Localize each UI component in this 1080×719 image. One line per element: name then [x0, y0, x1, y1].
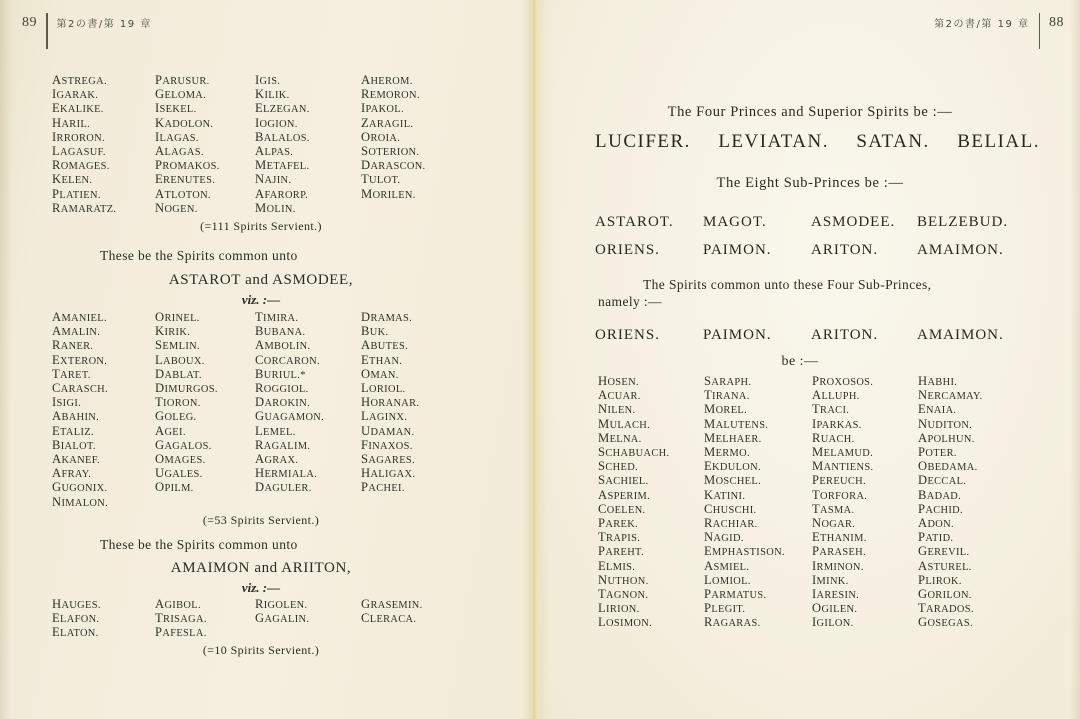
spirit-name: MELAMUD. [812, 445, 874, 460]
spirit-name: AMAIMON. [917, 327, 1004, 343]
spirit-name: CHUSCHI. [704, 501, 757, 516]
spirit-name: LIRION. [598, 601, 640, 616]
spirit-name: UGALES. [155, 466, 203, 481]
spirit-name: ISEKEL. [155, 101, 197, 116]
spirit-name: NUTHON. [598, 572, 649, 587]
spirit-name: RACHIAR. [704, 516, 758, 531]
caption-10-servient: (=10 Spirits Servient.) [202, 643, 320, 658]
spirit-name: KELEN. [52, 172, 93, 187]
spirit-name: MELNA. [598, 430, 642, 445]
spirit-name: HORANAR. [361, 395, 420, 410]
spirit-name: DARASCON. [361, 158, 426, 173]
spirit-name: ASPERIM. [598, 487, 651, 502]
spirit-name: TRAPIS. [598, 530, 641, 545]
four-princes-heading: The Four Princes and Superior Spirits be :— [667, 104, 953, 120]
spirit-list-common [598, 375, 1080, 631]
spirit-name: POTER. [918, 445, 957, 460]
spirit-name: BUBANA. [255, 324, 306, 339]
spirit-name: GELOMA. [155, 87, 207, 102]
spirit-name: AFRAY. [52, 466, 92, 481]
prince-name: SATAN. [856, 131, 930, 152]
spirit-name: HARIL. [52, 115, 91, 130]
spirit-name: RIGOLEN. [255, 596, 308, 611]
spirit-name: KIRIK. [155, 324, 191, 339]
spirit-name: GRASEMIN. [361, 596, 423, 611]
spirit-name: DAROKIN. [255, 395, 310, 410]
spirit-name: KATINI. [704, 487, 746, 502]
right-page-number: 88 [1049, 15, 1064, 30]
spirit-name: RAMARATZ. [52, 200, 117, 215]
spirit-name: MERMO. [704, 445, 750, 460]
spirit-name: OGILEN. [812, 601, 858, 616]
spirit-name: MOLIN. [255, 200, 296, 215]
spirit-list-servient-10 [52, 598, 540, 641]
spirit-name: ASTAROT. [595, 214, 674, 230]
spirit-name: PAIMON. [703, 242, 772, 258]
spirit-name: LORIOL. [361, 381, 406, 396]
spirit-name: PACHEI. [361, 480, 405, 495]
spirit-name: PATID. [918, 530, 954, 545]
spirit-name: DRAMAS. [361, 310, 413, 325]
spirit-name: ATLOTON. [155, 186, 211, 201]
four-princes-row [595, 131, 1040, 153]
spirit-name: LAGASUF. [52, 144, 106, 159]
right-page-header [540, 0, 1080, 44]
spirit-name: DECCAL. [918, 473, 967, 488]
spirit-name: OROIA. [361, 129, 401, 144]
spirit-name: PARASEH. [812, 544, 866, 559]
header-divider-rule [1039, 13, 1041, 49]
spirit-name: ASTUREL. [918, 558, 972, 573]
spirit-name: OMAN. [361, 366, 399, 381]
spirit-name: IARESIN. [812, 587, 860, 602]
spirit-name: GORILON. [918, 587, 972, 602]
spirit-name: BALALOS. [255, 129, 310, 144]
spirit-name: IRMINON. [812, 558, 864, 573]
spirit-name: LAGINX. [361, 409, 408, 424]
spirit-name: IPARKAS. [812, 416, 862, 431]
spirit-name: OPILM. [155, 480, 194, 495]
spirit-name: ADON. [918, 516, 954, 531]
spirit-name: ROGGIOL. [255, 381, 309, 396]
spirit-name: PLATIEN. [52, 186, 101, 201]
spirit-name: HAUGES. [52, 596, 101, 611]
spirit-name: TIMIRA. [255, 310, 299, 325]
spirit-name: ETHANIM. [812, 530, 867, 545]
spirit-name: IGIS. [255, 73, 281, 87]
prince-name: LUCIFER. [595, 131, 691, 152]
spirit-name: ELMIS. [598, 558, 636, 573]
spirit-name: KADOLON. [155, 115, 214, 130]
spirit-name: PAIMON. [703, 327, 772, 343]
be-label: be :— [781, 354, 819, 369]
spirit-name: ENAIA. [918, 402, 957, 417]
spirit-name: LABOUX. [155, 352, 205, 367]
spirit-name: ZARAGIL. [361, 115, 414, 130]
spirit-name: TARET. [52, 366, 91, 381]
spirit-name: GOLEG. [155, 409, 197, 424]
spirit-name: ILAGAS. [155, 129, 199, 144]
spirit-name: LEMEL. [255, 423, 296, 438]
spirit-name: ALLUPH. [812, 388, 860, 403]
spirit-name: PLEGIT. [704, 601, 746, 616]
page-gutter-shadow [521, 0, 551, 719]
spirit-name: ISIGI. [52, 395, 82, 410]
prince-name: LEVIATAN. [718, 131, 829, 152]
spirit-name: ELZEGAN. [255, 101, 310, 116]
spirit-name: PACHID. [918, 501, 963, 516]
spirit-name: IGARAK. [52, 87, 99, 102]
spirit-name: TIRANA. [704, 388, 750, 403]
spirit-name: IOGION. [255, 115, 298, 130]
spirit-name: PROMAKOS. [155, 158, 220, 173]
caption-111-servient: (=111 Spirits Servient.) [200, 219, 322, 234]
left-page-number: 89 [22, 15, 37, 30]
spirit-name: NUDITON. [918, 416, 973, 431]
spirit-name: MORILEN. [361, 186, 416, 201]
title-astarot-asmodee: ASTAROT and ASMODEE, [168, 272, 354, 289]
spirit-name: TRISAGA. [155, 611, 207, 626]
caption-53-servient: (=53 Spirits Servient.) [202, 512, 320, 527]
spirit-name: RANER. [52, 338, 94, 353]
spirit-name [255, 496, 361, 510]
spirit-name [361, 496, 511, 510]
common-spirits-line1: The Spirits common unto these Four Sub-Princes, [643, 277, 932, 292]
spirit-name: TORFORA. [812, 487, 868, 502]
spirit-name: ELAFON. [52, 611, 100, 626]
spirit-name: LOMIOL. [704, 572, 751, 587]
spirit-name: ARITON. [811, 327, 879, 343]
spirit-name: AMBOLIN. [255, 338, 311, 353]
spirit-name: HABHI. [918, 374, 958, 388]
spirit-name: OMAGES. [155, 452, 206, 467]
spirit-name: NAGID. [704, 530, 744, 545]
left-chapter-title: 第2の書/第 19 章 [56, 19, 152, 30]
spirit-name: IGILON. [812, 615, 854, 630]
spirit-name: CLERACA. [361, 611, 417, 626]
spirit-name: EKALIKE. [52, 101, 104, 116]
spirit-name: OBEDAMA. [918, 459, 978, 474]
spirit-name: PEREUCH. [812, 473, 866, 488]
intro-common-unto-1: These be the Spirits common unto [100, 248, 298, 264]
spirit-name: BURIUL.* [255, 366, 306, 381]
spirit-name: ASMODEE. [811, 214, 896, 230]
spirit-name: IMINK. [812, 572, 849, 587]
spirit-name: REMORON. [361, 87, 420, 102]
spirit-name: PARMATUS. [704, 587, 767, 602]
spirit-name: SCHABUACH. [598, 445, 670, 460]
spirit-name: HERMIALA. [255, 466, 318, 481]
spirit-name: RAGALIM. [255, 437, 311, 452]
spirit-name [361, 202, 511, 216]
spirit-name: NIMALON. [52, 494, 109, 509]
spirit-name: UDAMAN. [361, 423, 415, 438]
spirit-name: GUGONIX. [52, 480, 108, 495]
spirit-name: PAREHT. [598, 544, 644, 559]
spirit-name: AFARORP. [255, 186, 309, 201]
spirit-name: MULACH. [598, 416, 651, 431]
spirit-name: AGIBOL. [155, 596, 201, 611]
spirit-name: AKANEF. [52, 452, 100, 467]
left-edge-shadow [0, 0, 12, 719]
spirit-name: MELHAER. [704, 430, 762, 445]
spirit-name: CORCARON. [255, 352, 320, 367]
spirit-name: IPAKOL. [361, 101, 404, 116]
spirit-name: MOSCHEL. [704, 473, 762, 488]
spirit-name: SACHIEL. [598, 473, 649, 488]
spirit-name: COELEN. [598, 501, 646, 516]
spirit-name: IRRORON. [52, 129, 105, 144]
spirit-name: PROXOSOS. [812, 374, 874, 388]
spirit-name: GUAGAMON. [255, 409, 325, 424]
spirit-name: DIMURGOS. [155, 381, 218, 396]
right-edge-shadow [1070, 0, 1080, 719]
spirit-name: HOSEN. [598, 374, 639, 388]
spirit-name: TULOT. [361, 172, 401, 187]
spirit-name: AHEROM. [361, 73, 413, 87]
header-divider-rule [46, 13, 48, 49]
spirit-name: RUACH. [812, 430, 855, 445]
common-spirits-line2: namely :— [598, 293, 662, 309]
spirit-name: PAFESLA. [155, 625, 207, 640]
spirit-name: ROMAGES. [52, 158, 110, 173]
spirit-name: MOREL. [704, 402, 748, 417]
spirit-name: PLIROK. [918, 572, 962, 587]
spirit-name: ALPAS. [255, 144, 294, 159]
spirit-name: BELZEBUD. [917, 214, 1009, 230]
spirit-name: GEREVIL. [918, 544, 970, 559]
spirit-name: TIORON. [155, 395, 201, 410]
spirit-name: DABLAT. [155, 366, 202, 381]
common-spirits-paragraph [598, 277, 1050, 310]
spirit-name: APOLHUN. [918, 430, 975, 445]
spirit-name: CARASCH. [52, 381, 108, 396]
spirit-name: DAGULER. [255, 480, 312, 495]
spirit-name: FINAXOS. [361, 437, 413, 452]
spirit-name: AGRAX. [255, 452, 299, 467]
spirit-name: BUK. [361, 324, 389, 339]
viz-label-1: viz. :— [241, 292, 281, 308]
spirit-name: TASMA. [812, 501, 855, 516]
spirit-name: ERENUTES. [155, 172, 216, 187]
spirit-name: LOSIMON. [598, 615, 653, 630]
spirit-name: SOTERION. [361, 144, 420, 159]
spirit-name: TRACI. [812, 402, 850, 417]
spirit-name: RAGARAS. [704, 615, 761, 630]
spirit-name [155, 496, 255, 510]
spirit-name: SARAPH. [704, 374, 752, 388]
spirit-name: SCHED. [598, 459, 638, 474]
spirit-name: GOSEGAS. [918, 615, 973, 630]
spirit-name: MAGOT. [703, 214, 767, 230]
eight-subprinces-grid [595, 208, 1080, 264]
viz-label-2: viz. :— [241, 579, 281, 595]
right-chapter-title: 第2の書/第 19 章 [934, 19, 1030, 30]
spirit-name: NOGAR. [812, 516, 856, 531]
four-subprinces-grid [595, 325, 1080, 345]
spirit-name: SAGARES. [361, 452, 415, 467]
prince-name: BELIAL. [957, 131, 1040, 152]
spirit-name: ABUTES. [361, 338, 409, 353]
spirit-name: ASMIEL. [704, 558, 750, 573]
spirit-name: BADAD. [918, 487, 962, 502]
right-page [540, 0, 1080, 719]
spirit-name [255, 626, 361, 640]
spirit-name: EMPHASTISON. [704, 544, 785, 559]
intro-common-unto-2: These be the Spirits common unto [100, 536, 298, 552]
spirit-name: TARADOS. [918, 601, 974, 616]
spirit-name: TAGNON. [598, 587, 649, 602]
spirit-name: ABAHIN. [52, 409, 100, 424]
spirit-name: AMAIMON. [917, 242, 1004, 258]
spirit-name [361, 626, 511, 640]
spirit-name: KILIK. [255, 87, 290, 102]
spirit-name: ORIENS. [595, 327, 660, 343]
spirit-name: ACUAR. [598, 388, 641, 403]
spirit-name: MALUTENS. [704, 416, 769, 431]
spirit-name: ORINEL. [155, 310, 200, 325]
spirit-name: HALIGAX. [361, 466, 416, 481]
spirit-name: ORIENS. [595, 242, 660, 258]
spirit-name: PARUSUR. [155, 73, 210, 87]
spirit-list-servient-53 [52, 311, 540, 510]
spirit-name: ARITON. [811, 242, 879, 258]
title-amaimon-ariiton: AMAIMON and ARIITON, [170, 559, 352, 576]
spirit-name: SEMLIN. [155, 338, 200, 353]
spirit-name: PAREK. [598, 516, 638, 531]
spirit-name: EXTERON. [52, 352, 108, 367]
spirit-name: ALAGAS. [155, 144, 204, 159]
spirit-name: NOGEN. [155, 200, 198, 215]
spirit-name: AGEI. [155, 423, 186, 438]
left-page-header [0, 0, 540, 44]
spirit-name: NERCAMAY. [918, 388, 983, 403]
eight-subprinces-heading: The Eight Sub-Princes be :— [716, 175, 904, 191]
spirit-name: ETALIZ. [52, 423, 94, 438]
spirit-name: MANTIENS. [812, 459, 874, 474]
spirit-name: ELATON. [52, 625, 99, 640]
spirit-name: ASTREGA. [52, 73, 107, 87]
spirit-name: ETHAN. [361, 352, 403, 367]
spirit-name: AMALIN. [52, 324, 101, 339]
spirit-name: METAFEL. [255, 158, 310, 173]
spirit-name: NILEN. [598, 402, 636, 417]
spirit-name: BIALOT. [52, 437, 96, 452]
spirit-name: NAJIN. [255, 172, 292, 187]
spirit-name: EKDULON. [704, 459, 761, 474]
spirit-name: AMANIEL. [52, 310, 107, 325]
spirit-name: GAGALIN. [255, 611, 310, 626]
spirit-name: GAGALOS. [155, 437, 212, 452]
spirit-list-servient-111 [52, 74, 540, 216]
